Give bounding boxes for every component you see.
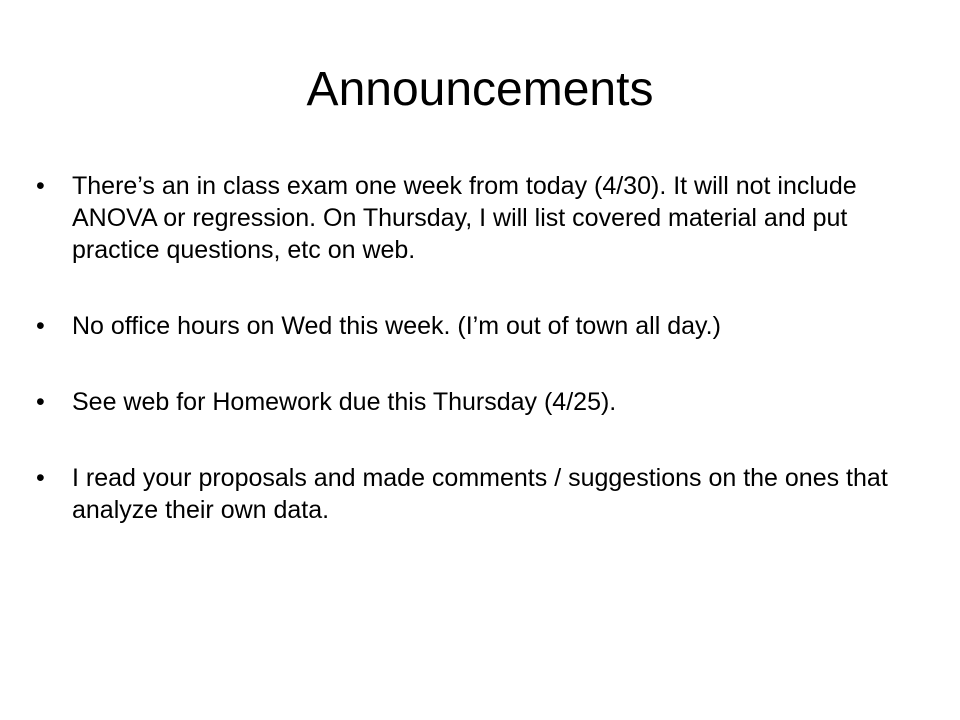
- announcement-item: [36, 386, 926, 418]
- bullet-icon: •: [36, 312, 45, 340]
- bullet-icon: •: [36, 388, 45, 416]
- announcement-text: I read your proposals and made comments / suggestions on the ones that analyze their own data.: [72, 464, 888, 524]
- slide-title: Announcements: [306, 63, 654, 116]
- bullet-icon: •: [36, 464, 45, 492]
- announcement-list: [36, 170, 926, 526]
- announcement-item: [36, 310, 926, 342]
- announcement-text: See web for Homework due this Thursday (4/25).: [72, 388, 617, 416]
- announcement-item: [36, 170, 926, 266]
- announcement-text: There’s an in class exam one week from today (4/30). It will not include ANOVA or regression. On Thursday, I will list covered material and put practice questions, etc on web.: [72, 172, 857, 264]
- announcement-text: No office hours on Wed this week. (I’m out of town all day.): [72, 312, 721, 340]
- bullet-icon: •: [36, 172, 45, 200]
- announcement-item: [36, 462, 926, 526]
